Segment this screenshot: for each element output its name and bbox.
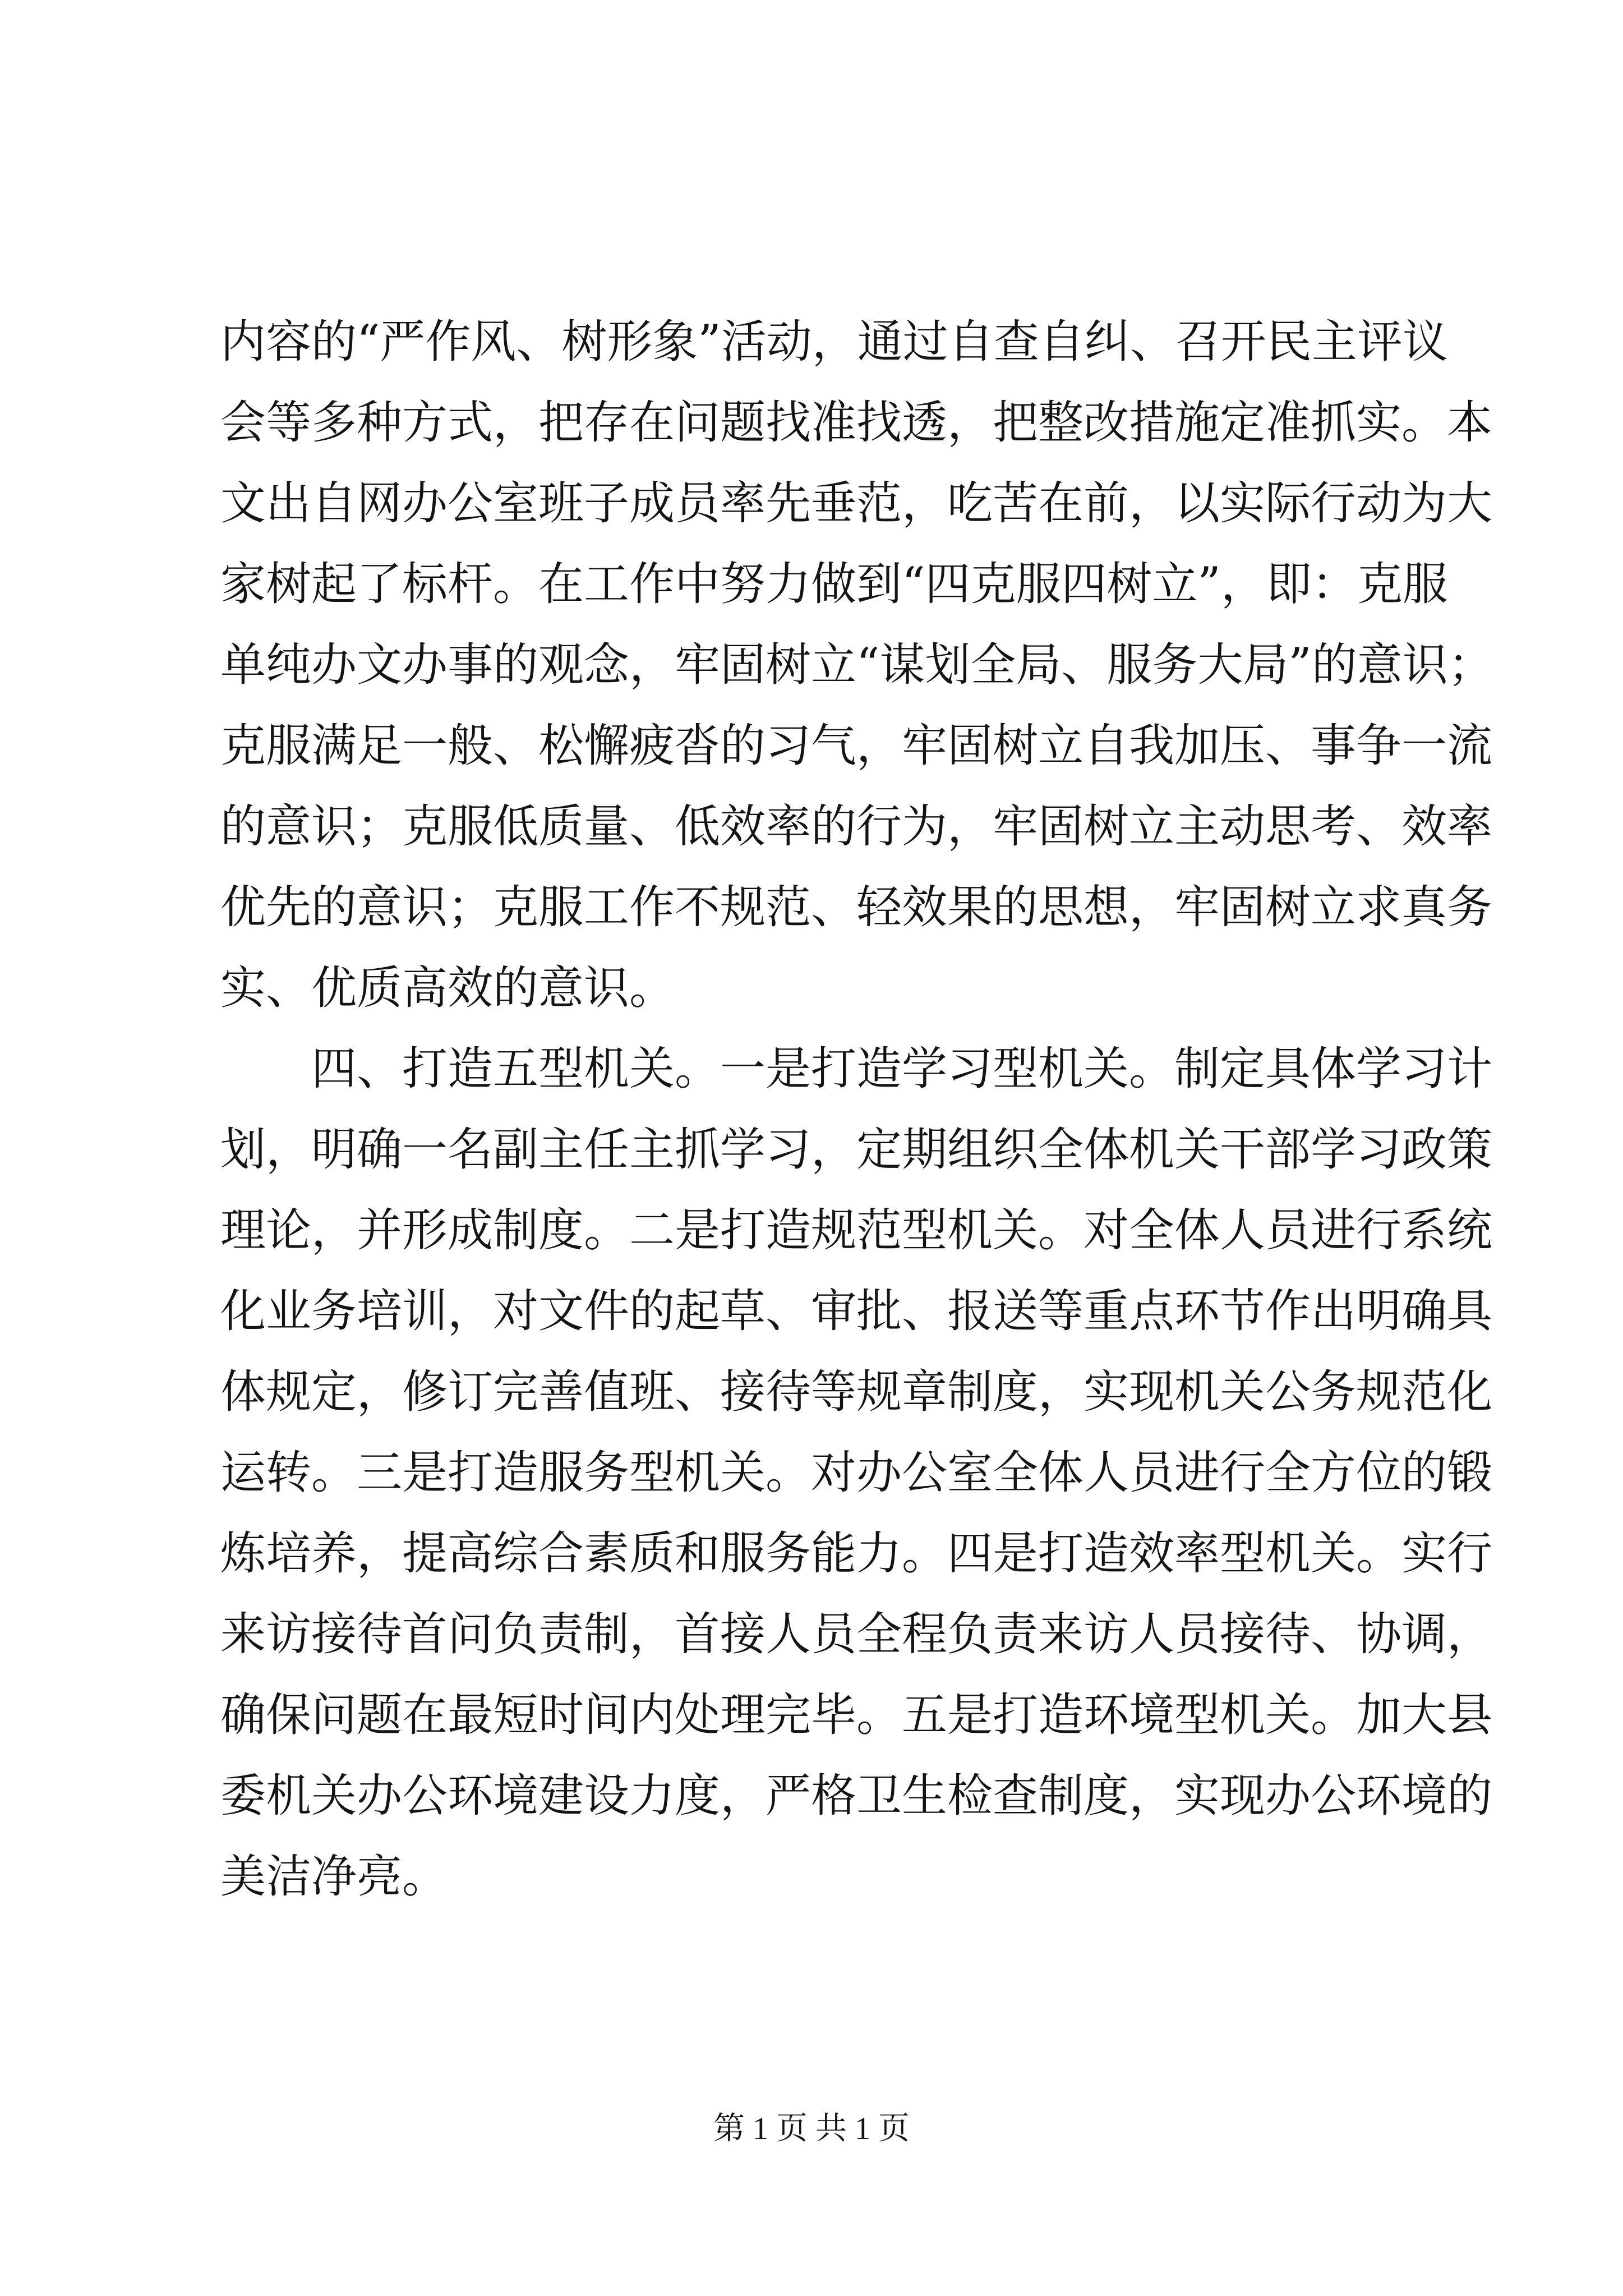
text-line: 的意识；克服低质量、低效率的行为，牢固树立主动思考、效率: [220, 800, 1493, 853]
text-line: 美洁净亮。: [220, 1851, 448, 1903]
text-line: 会等多种方式，把存在问题找准找透，把整改措施定准抓实。本: [220, 397, 1493, 449]
text-line: 确保问题在最短时间内处理完毕。五是打造环境型机关。加大县: [220, 1689, 1493, 1742]
paragraph-start-line: 四、打造五型机关。一是打造学习型机关。制定具体学习计: [311, 1043, 1493, 1096]
text-line: 运转。三是打造服务型机关。对办公室全体人员进行全方位的锻: [220, 1447, 1493, 1499]
text-line: 实、优质高效的意识。: [220, 962, 675, 1015]
text-line: 化业务培训，对文件的起草、审批、报送等重点环节作出明确具: [220, 1285, 1493, 1338]
text-line: 克服满足一般、松懈疲沓的习气，牢固树立自我加压、事争一流: [220, 720, 1493, 772]
text-line: 单纯办文办事的观念，牢固树立“谋划全局、服务大局”的意识；: [220, 639, 1493, 692]
text-line: 文出自网办公室班子成员率先垂范，吃苦在前，以实际行动为大: [220, 477, 1493, 530]
text-line: 理论，并形成制度。二是打造规范型机关。对全体人员进行系统: [220, 1204, 1493, 1257]
page-footer: 第 1 页 共 1 页: [713, 2111, 910, 2146]
document-body: [220, 302, 1493, 1917]
text-line: 划，明确一名副主任主抓学习，定期组织全体机关干部学习政策: [220, 1124, 1493, 1176]
text-line: 体规定，修订完善值班、接待等规章制度，实现机关公务规范化: [220, 1366, 1493, 1419]
text-line: 优先的意识；克服工作不规范、轻效果的思想，牢固树立求真务: [220, 881, 1493, 934]
text-line: 炼培养，提高综合素质和服务能力。四是打造效率型机关。实行: [220, 1527, 1493, 1580]
text-line: 委机关办公环境建设力度，严格卫生检查制度，实现办公环境的: [220, 1770, 1493, 1823]
text-line: 内容的“严作风、树形象”活动，通过自查自纠、召开民主评议: [220, 316, 1448, 369]
text-line: 家树起了标杆。在工作中努力做到“四克服四树立”，即：克服: [220, 558, 1448, 611]
text-line: 来访接待首问负责制，首接人员全程负责来访人员接待、协调，: [220, 1608, 1493, 1661]
